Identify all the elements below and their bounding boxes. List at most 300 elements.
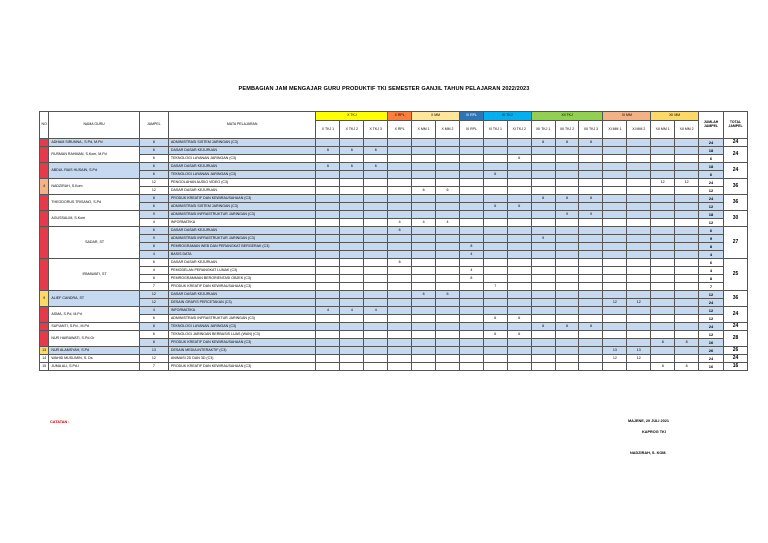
class-hours-cell [364, 139, 388, 147]
teacher-number: 9 [40, 291, 49, 307]
subject-name: INFORMATIKA [168, 219, 316, 227]
class-hours-cell: 4 [388, 219, 412, 227]
class-hours-cell [507, 355, 531, 363]
class-hours-cell [603, 163, 627, 171]
class-hours-cell [651, 187, 675, 195]
jampel-value: 4 [139, 251, 168, 259]
class-hours-cell [412, 203, 436, 211]
group-xi-mm: XI MM [603, 112, 651, 121]
class-hours-cell: 4 [459, 251, 483, 259]
class-hours-cell [531, 315, 555, 323]
class-hours-cell: 8 [579, 323, 603, 331]
class-hours-cell [507, 339, 531, 347]
class-hours-cell: 8 [675, 339, 699, 347]
class-hours-cell [412, 323, 436, 331]
total-jampel-value: 24 [723, 139, 747, 147]
class-hours-cell [340, 155, 364, 163]
document-title: PEMBAGIAN JAM MENGAJAR GURU PRODUKTIF TKI SEMESTER GANJIL TAHUN PELAJARAN 2022/2023 [238, 86, 530, 92]
subject-name: DESAIN GRAFIS PERCETAKAN (C3) [168, 299, 316, 307]
class-hours-cell: 4 [436, 219, 460, 227]
subject-name: ADMINISTRASI INFRASTRUKTUR JARINGAN (C3) [168, 211, 316, 219]
class-hours-cell [507, 307, 531, 315]
class-hours-cell [579, 227, 603, 235]
class-hours-cell [507, 251, 531, 259]
class-hours-cell [507, 211, 531, 219]
class-hours-cell [507, 139, 531, 147]
class-hours-cell [603, 203, 627, 211]
class-hours-cell [388, 147, 412, 155]
class-hours-cell [651, 139, 675, 147]
jampel-value: 4 [139, 219, 168, 227]
class-hours-cell [340, 179, 364, 187]
table-row [40, 291, 748, 299]
class-hours-cell [412, 267, 436, 275]
header-class: XI MM 2 [627, 121, 651, 139]
class-hours-cell [483, 211, 507, 219]
class-hours-cell [436, 323, 460, 331]
class-hours-cell [436, 139, 460, 147]
class-hours-cell [316, 171, 340, 179]
teacher-name: NUR HAIRAWATI, S.Pd.Gr [49, 331, 139, 347]
class-hours-cell [627, 307, 651, 315]
class-hours-cell [603, 283, 627, 291]
class-hours-cell [603, 171, 627, 179]
class-hours-cell [555, 355, 579, 363]
class-hours-cell: 8 [531, 323, 555, 331]
header-no: NO [40, 112, 49, 139]
class-hours-cell [483, 347, 507, 355]
subject-name: PEMROGRAMMAN BERORIENTASI OBJEK (C3) [168, 275, 316, 283]
class-hours-cell [412, 307, 436, 315]
class-hours-cell [579, 315, 603, 323]
jumlah-jampel-value: 24 [699, 355, 724, 363]
table-row [40, 355, 748, 363]
class-hours-cell [483, 299, 507, 307]
class-hours-cell [603, 139, 627, 147]
class-hours-cell [483, 259, 507, 267]
jumlah-jampel-value: 9 [699, 235, 724, 243]
jumlah-jampel-value: 7 [699, 283, 724, 291]
subject-name: TEKNOLOGI LAYANAN JARINGAN (C3) [168, 155, 316, 163]
teacher-number: 12 [40, 331, 49, 347]
class-hours-cell [340, 299, 364, 307]
class-hours-cell [579, 299, 603, 307]
class-hours-cell [340, 275, 364, 283]
class-hours-cell: 6 [412, 291, 436, 299]
class-hours-cell: 6 [483, 203, 507, 211]
jumlah-jampel-value: 12 [699, 187, 724, 195]
class-hours-cell [436, 227, 460, 235]
class-hours-cell [483, 251, 507, 259]
class-hours-cell [507, 291, 531, 299]
class-hours-cell [388, 283, 412, 291]
subject-name: INFORMATIKA [168, 307, 316, 315]
class-hours-cell [579, 147, 603, 155]
class-hours-cell [675, 195, 699, 203]
class-hours-cell [603, 195, 627, 203]
subject-name: PEMROGRAMAN WEB DAN PERANGKAT BERGERAK (C3) [168, 243, 316, 251]
jumlah-jampel-value: 24 [699, 299, 724, 307]
class-hours-cell [483, 235, 507, 243]
teacher-number: 14 [40, 355, 49, 363]
class-hours-cell [340, 363, 364, 371]
class-hours-cell: 13 [603, 347, 627, 355]
class-hours-cell [579, 187, 603, 195]
class-hours-cell [436, 283, 460, 291]
header-class: XI RPL [459, 121, 483, 139]
class-hours-cell [388, 339, 412, 347]
class-hours-cell: 6 [388, 227, 412, 235]
class-hours-cell [316, 355, 340, 363]
table-row [40, 243, 748, 251]
class-hours-cell [675, 243, 699, 251]
class-hours-cell [340, 243, 364, 251]
class-hours-cell [364, 299, 388, 307]
class-hours-cell [388, 347, 412, 355]
class-hours-cell [651, 267, 675, 275]
class-hours-cell [675, 259, 699, 267]
class-hours-cell [675, 203, 699, 211]
jampel-value: 12 [139, 187, 168, 195]
subject-name: BASIS DATA [168, 251, 316, 259]
class-hours-cell [675, 283, 699, 291]
header-class: X MM 2 [436, 121, 460, 139]
class-hours-cell: 12 [603, 355, 627, 363]
class-hours-cell [627, 147, 651, 155]
class-hours-cell [364, 355, 388, 363]
class-hours-cell: 12 [651, 179, 675, 187]
class-hours-cell [675, 323, 699, 331]
class-hours-cell [459, 211, 483, 219]
subject-name: ADMINISTRASI SISTEM JARINGAN (C3) [168, 203, 316, 211]
class-hours-cell [483, 195, 507, 203]
class-hours-cell [340, 251, 364, 259]
class-hours-cell [651, 227, 675, 235]
table-row [40, 203, 748, 211]
table-row [40, 227, 748, 235]
jampel-value: 6 [139, 171, 168, 179]
class-hours-cell [436, 331, 460, 339]
class-hours-cell [316, 219, 340, 227]
table-row [40, 267, 748, 275]
class-hours-cell [459, 155, 483, 163]
jumlah-jampel-value: 4 [699, 267, 724, 275]
jampel-value: 8 [139, 275, 168, 283]
class-hours-cell [388, 139, 412, 147]
class-hours-cell [627, 243, 651, 251]
class-hours-cell [627, 291, 651, 299]
total-jampel-value: 26 [723, 347, 747, 355]
class-hours-cell [364, 227, 388, 235]
table-row [40, 155, 748, 163]
jampel-value: 8 [139, 139, 168, 147]
class-hours-cell [531, 355, 555, 363]
class-hours-cell [412, 139, 436, 147]
subject-name: PRODUK KREATIF DAN KEWIRAUSAHAAN (C3) [168, 283, 316, 291]
class-hours-cell [340, 171, 364, 179]
signer-position: KAPROG TKI [642, 430, 666, 434]
class-hours-cell [507, 275, 531, 283]
class-hours-cell [507, 147, 531, 155]
class-hours-cell: 6 [412, 187, 436, 195]
class-hours-cell [436, 179, 460, 187]
class-hours-cell [603, 307, 627, 315]
class-hours-cell [555, 179, 579, 187]
table-row [40, 315, 748, 323]
class-hours-cell [364, 211, 388, 219]
class-hours-cell [579, 243, 603, 251]
header-class: XI TKJ 2 [507, 121, 531, 139]
class-hours-cell [555, 163, 579, 171]
class-hours-cell [627, 171, 651, 179]
class-hours-cell [459, 291, 483, 299]
teacher-name: ADHAM SIRUNNA , S.Pd, M.Pd [49, 139, 139, 147]
jumlah-jampel-value: 12 [699, 203, 724, 211]
signer-name: NADZIRAH, S. KOM. [630, 451, 667, 455]
header-total-jampel: TOTAL JAMPEL [723, 112, 747, 139]
class-hours-cell: 12 [603, 299, 627, 307]
subject-name: PRODUK KREATIF DAN KEWIRAUSAHAAN (C3) [168, 363, 316, 371]
class-hours-cell [675, 307, 699, 315]
table-row [40, 139, 748, 147]
table-row [40, 251, 748, 259]
teacher-number: 8 [40, 259, 49, 291]
class-hours-cell [388, 299, 412, 307]
class-hours-cell [459, 355, 483, 363]
class-hours-cell [436, 347, 460, 355]
total-jampel-value: 24 [723, 163, 747, 179]
class-hours-cell [340, 347, 364, 355]
class-hours-cell [483, 275, 507, 283]
subject-name: TEKNOLOGI JARINGAN BERBASIS LUAS (WAN) (C3) [168, 331, 316, 339]
class-hours-cell: 8 [651, 363, 675, 371]
teacher-number: 15 [40, 363, 49, 371]
class-hours-cell [507, 259, 531, 267]
class-hours-cell: 4 [316, 307, 340, 315]
class-hours-cell [531, 275, 555, 283]
teacher-name: WAHID MUSLIMIN, S. Ds [49, 355, 139, 363]
class-hours-cell [388, 211, 412, 219]
class-hours-cell: 6 [388, 259, 412, 267]
class-hours-cell: 4 [412, 219, 436, 227]
class-hours-cell [364, 203, 388, 211]
class-hours-cell [316, 267, 340, 275]
jampel-value: 6 [139, 259, 168, 267]
class-hours-cell [507, 179, 531, 187]
class-hours-cell: 6 [507, 203, 531, 211]
class-hours-cell [364, 315, 388, 323]
class-hours-cell [483, 355, 507, 363]
class-hours-cell [364, 243, 388, 251]
class-hours-cell [412, 363, 436, 371]
class-hours-cell [651, 251, 675, 259]
class-hours-cell [531, 211, 555, 219]
subject-name: PENGOLAHAN AUDIO VIDEO (C3) [168, 179, 316, 187]
class-hours-cell [436, 259, 460, 267]
class-hours-cell: 9 [579, 211, 603, 219]
class-hours-cell [340, 339, 364, 347]
class-hours-cell [627, 219, 651, 227]
jumlah-jampel-value: 18 [699, 211, 724, 219]
class-hours-cell [340, 235, 364, 243]
jampel-value: 8 [139, 195, 168, 203]
class-hours-cell [459, 299, 483, 307]
table-row [40, 323, 748, 331]
class-hours-cell [579, 155, 603, 163]
class-hours-cell [651, 331, 675, 339]
class-hours-cell: 6 [507, 315, 531, 323]
class-hours-cell [436, 355, 460, 363]
class-hours-cell [555, 187, 579, 195]
subject-name: TEKNOLOGI LAYANAN JARINGAN (C3) [168, 323, 316, 331]
teacher-number: 11 [40, 323, 49, 331]
jampel-value: 6 [139, 227, 168, 235]
class-hours-cell [603, 147, 627, 155]
class-hours-cell [436, 171, 460, 179]
jumlah-jampel-value: 26 [699, 347, 724, 355]
class-hours-cell [412, 355, 436, 363]
table-row [40, 187, 748, 195]
class-hours-cell [412, 211, 436, 219]
class-hours-cell [436, 315, 460, 323]
class-hours-cell [436, 307, 460, 315]
class-hours-cell [651, 291, 675, 299]
teacher-number: 4 [40, 179, 49, 195]
subject-name: DASAR DASAR KEJURUAN [168, 187, 316, 195]
class-hours-cell [555, 347, 579, 355]
class-hours-cell [603, 363, 627, 371]
class-hours-cell [483, 147, 507, 155]
table-row [40, 211, 748, 219]
class-hours-cell [651, 243, 675, 251]
class-hours-cell [459, 323, 483, 331]
class-hours-cell [555, 219, 579, 227]
class-hours-cell [436, 235, 460, 243]
class-hours-cell [555, 283, 579, 291]
class-hours-cell [651, 283, 675, 291]
group-x-tkj: X TKJ [316, 112, 388, 121]
class-hours-cell [364, 347, 388, 355]
class-hours-cell [555, 363, 579, 371]
class-hours-cell [579, 283, 603, 291]
header-class: XI TKJ 1 [483, 121, 507, 139]
jampel-value: 9 [139, 211, 168, 219]
class-hours-cell [483, 243, 507, 251]
class-hours-cell [555, 267, 579, 275]
class-hours-cell [603, 315, 627, 323]
teacher-name: NADZIRAH, S.Kom [49, 179, 139, 195]
class-hours-cell [459, 315, 483, 323]
class-hours-cell [340, 267, 364, 275]
class-hours-cell [412, 155, 436, 163]
class-hours-cell [412, 315, 436, 323]
class-hours-cell [579, 179, 603, 187]
class-hours-cell [388, 267, 412, 275]
subject-name: ANIMASI 2D DAN 3D (C3) [168, 355, 316, 363]
class-hours-cell [340, 355, 364, 363]
jampel-value: 6 [139, 147, 168, 155]
jumlah-jampel-value: 16 [699, 363, 724, 371]
jumlah-jampel-value: 4 [699, 251, 724, 259]
class-hours-cell [507, 195, 531, 203]
class-hours-cell [364, 179, 388, 187]
class-hours-cell [436, 163, 460, 171]
class-hours-cell [627, 251, 651, 259]
class-hours-cell [603, 291, 627, 299]
teacher-name: IRMAWATI, ST [49, 259, 139, 291]
jumlah-jampel-value: 24 [699, 179, 724, 187]
jumlah-jampel-value: 12 [699, 291, 724, 299]
class-hours-cell: 8 [651, 339, 675, 347]
class-hours-cell [436, 243, 460, 251]
class-hours-cell: 8 [531, 139, 555, 147]
class-hours-cell [388, 331, 412, 339]
class-hours-cell [316, 227, 340, 235]
class-hours-cell [388, 179, 412, 187]
class-hours-cell [675, 163, 699, 171]
jampel-value: 12 [139, 299, 168, 307]
class-hours-cell [555, 227, 579, 235]
class-hours-cell [603, 243, 627, 251]
class-hours-cell [459, 331, 483, 339]
class-hours-cell [388, 323, 412, 331]
class-hours-cell [459, 163, 483, 171]
class-hours-cell [675, 187, 699, 195]
subject-name: TEKNOLOGI LAYANAN JARINGAN (C3) [168, 171, 316, 179]
jampel-value: 6 [139, 163, 168, 171]
class-hours-cell [651, 323, 675, 331]
class-hours-cell [507, 267, 531, 275]
class-hours-cell [436, 147, 460, 155]
class-hours-cell [316, 347, 340, 355]
class-hours-cell [627, 211, 651, 219]
class-hours-cell [651, 211, 675, 219]
class-hours-cell [651, 203, 675, 211]
jumlah-jampel-value: 18 [699, 147, 724, 155]
jampel-value: 8 [139, 323, 168, 331]
class-hours-cell [340, 291, 364, 299]
class-hours-cell [507, 187, 531, 195]
class-hours-cell [316, 315, 340, 323]
class-hours-cell [364, 267, 388, 275]
class-hours-cell: 13 [627, 347, 651, 355]
class-hours-cell [531, 171, 555, 179]
class-hours-cell: 6 [507, 331, 531, 339]
class-hours-cell [483, 267, 507, 275]
class-hours-cell [340, 227, 364, 235]
jampel-value: 6 [139, 331, 168, 339]
header-nama-guru: NAMA GURU [49, 112, 139, 139]
class-hours-cell: 8 [459, 275, 483, 283]
header-jumlah-jampel: JUMLAH JAMPEL [699, 112, 724, 139]
class-hours-cell [531, 339, 555, 347]
class-hours-cell [483, 307, 507, 315]
class-hours-cell [340, 211, 364, 219]
subject-name: DASAR DASAR KEJURUAN [168, 291, 316, 299]
class-hours-cell [579, 235, 603, 243]
class-hours-cell [388, 235, 412, 243]
class-hours-cell [412, 283, 436, 291]
class-hours-cell [340, 315, 364, 323]
class-hours-cell [675, 219, 699, 227]
class-hours-cell [555, 307, 579, 315]
class-hours-cell [627, 187, 651, 195]
class-hours-cell [412, 179, 436, 187]
class-hours-cell [388, 243, 412, 251]
class-hours-cell: 6 [364, 147, 388, 155]
class-hours-cell: 6 [483, 331, 507, 339]
class-hours-cell [436, 195, 460, 203]
